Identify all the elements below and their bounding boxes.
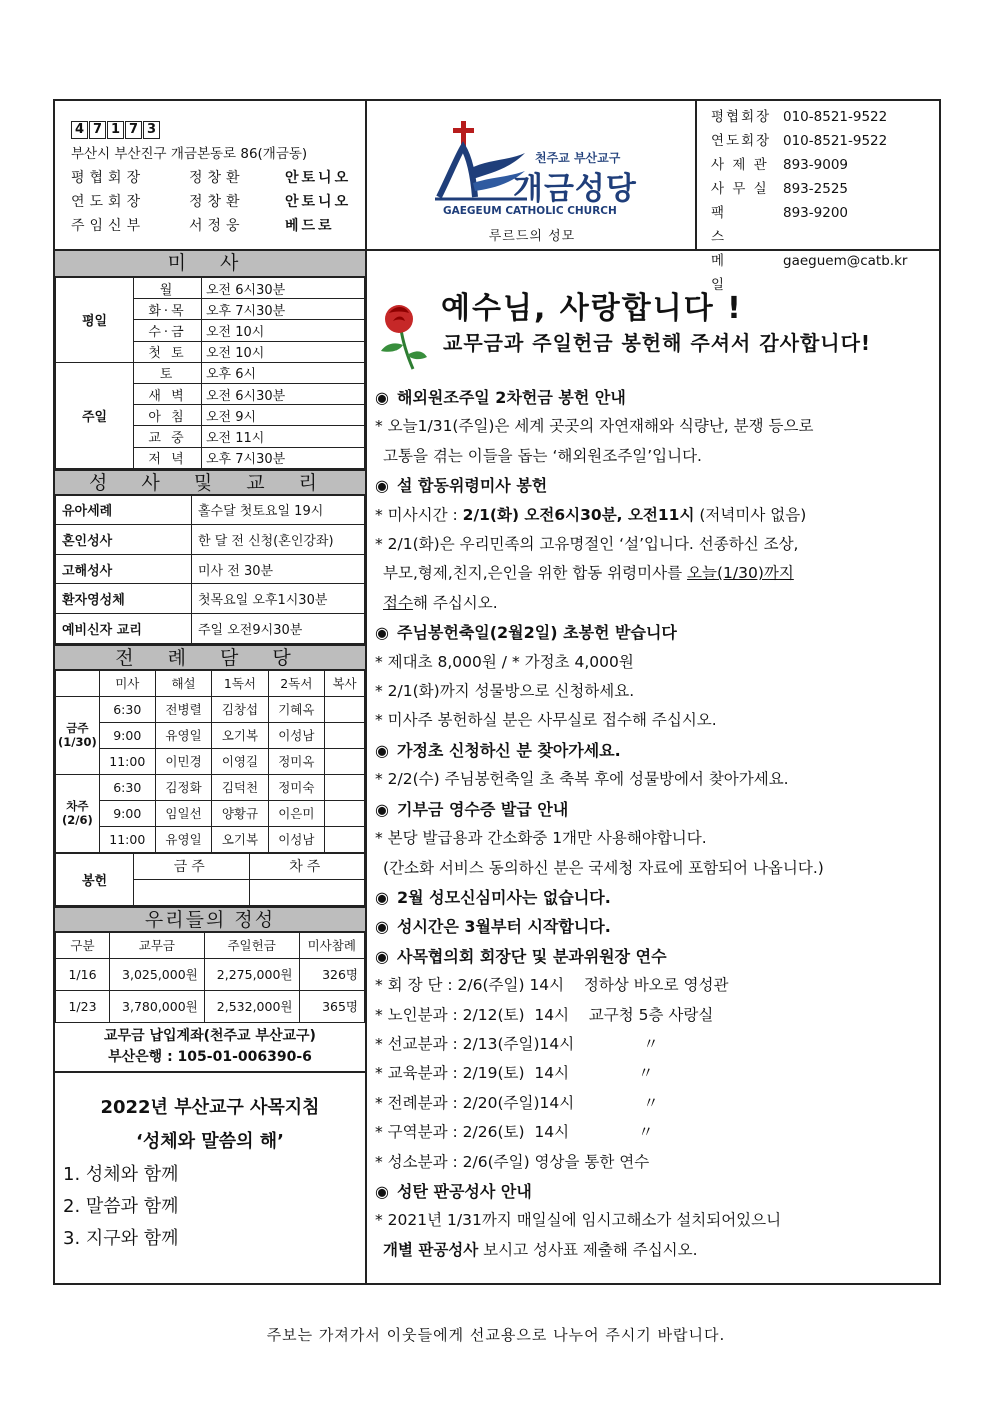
contact-list	[697, 101, 941, 293]
notice-heading: ◉ 해외원조주일 2차헌금 봉헌 안내	[375, 388, 626, 407]
notice-line: * 선교분과 : 2/13(주일)14시 〃	[375, 1034, 659, 1053]
postal-digit: 3	[143, 121, 160, 139]
notice-line: * 미사시간 : 2/1(화) 오전6시30분, 오전11시 (저녁미사 없음)	[375, 505, 807, 524]
table-row: 저 녁 오후 7시30분	[56, 447, 365, 468]
patron-label: 루르드의 성모	[488, 229, 576, 244]
notice-heading: ◉ 2월 성모신심미사는 없습니다.	[375, 887, 611, 907]
policy-title: 2022년 부산교구 사목지침	[100, 1096, 320, 1118]
notice-line: * 교육분과 : 2/19(토) 14시 〃	[375, 1064, 654, 1083]
postal-code	[71, 121, 365, 139]
postal-digit: 1	[107, 121, 124, 139]
offerings-title: 우리들의 정성	[55, 906, 365, 932]
sacraments-table	[55, 495, 365, 644]
sidebar	[55, 251, 367, 1285]
church-logo-block	[367, 101, 697, 251]
postal-digit: 7	[125, 121, 142, 139]
church-english-name: GAEGEUM CATHOLIC CHURCH	[443, 205, 617, 217]
table-row: 새 벽 오전 6시30분	[56, 383, 365, 404]
contact-row: 연도회장 010-8521-9522	[711, 133, 888, 149]
notice-line: 고통을 겪는 이들을 돕는 ‘해외원조주일’입니다.	[383, 446, 702, 465]
contact-row: 메 일 gaeguem@catb.kr	[711, 249, 941, 297]
contact-row: 평협회장 010-8521-9522	[711, 109, 888, 125]
notice-line: 부모,형제,친지,은인을 위한 합동 위령미사를 오늘(1/30)까지	[383, 564, 794, 583]
account-info: 교무금 납입계좌(천주교 부산교구) 부산은행 : 105-01-006390-6	[55, 1023, 365, 1073]
table-row: 평일 월 오전 6시30분	[56, 278, 365, 299]
table-header-row: 구분 교무금 주일헌금 미사참례	[56, 932, 365, 958]
notice-heading: ◉ 설 합동위령미사 봉헌	[375, 476, 548, 496]
table-row: 혼인성사 한 달 전 신청(혼인강좌)	[56, 525, 365, 555]
table-row: 봉헌 금주 차주	[56, 853, 365, 879]
offerings-table	[55, 932, 365, 1023]
officer-row: 연도회장 정창환 안토니오	[71, 194, 352, 210]
notice-heading: ◉ 성시간은 3월부터 시작합니다.	[375, 917, 611, 937]
table-row: 차주(2/6) 6:30 김정화 김덕천 정미숙	[56, 774, 365, 800]
parish-info	[55, 101, 367, 251]
officer-row: 주임신부 서정웅 베드로	[71, 218, 335, 234]
table-row: 환자영성체 첫목요일 오후1시30분	[56, 584, 365, 614]
liturgy-title: 전 례 담 당	[55, 644, 365, 670]
notice-line: 개별 판공성사 보시고 성사표 제출해 주십시오.	[383, 1240, 698, 1259]
church-name: 개금성당	[513, 171, 637, 207]
table-header-row: 미사 해설 1독서 2독서 복사	[56, 670, 365, 696]
table-row: 9:00 유영일 오기복 이성남	[56, 722, 365, 748]
email-link[interactable]: gaeguem@catb.kr	[783, 253, 908, 269]
contact-row: 팩 스 893-9200	[711, 205, 848, 245]
mass-title: 미 사	[55, 251, 365, 277]
table-row: 수·금 오전 10시	[56, 320, 365, 341]
table-row: 1/16 3,025,000원 2,275,000원 326명	[56, 958, 365, 990]
policy-item: 2. 말씀과 함께	[63, 1195, 179, 1217]
notice-line: * 미사주 봉헌하실 분은 사무실로 접수해 주십시오.	[375, 711, 717, 730]
postal-digit: 7	[89, 121, 106, 139]
liturgy-table	[55, 670, 365, 853]
table-row: 11:00 이민경 이영길 정미옥	[56, 748, 365, 774]
address: 부산시 부산진구 개금본동로 86(개금동)	[71, 146, 308, 162]
notice-line: 접수해 주십시오.	[383, 593, 498, 612]
main-content	[367, 251, 941, 1285]
notice-heading: ◉ 주님봉헌축일(2월2일) 초봉헌 받습니다	[375, 623, 677, 643]
notice-list	[375, 383, 935, 1265]
table-row: 첫 토 오전 10시	[56, 341, 365, 362]
notice-line: * 제대초 8,000원 / * 가정초 4,000원	[375, 652, 634, 671]
notice-line: * 노인분과 : 2/12(토) 14시 교구청 5층 사랑실	[375, 1005, 714, 1024]
headline: 예수님, 사랑합니다 !	[441, 291, 743, 326]
diocese-label: 천주교 부산교구	[535, 151, 621, 165]
table-row: 교 중 오전 11시	[56, 426, 365, 447]
sacraments-title: 성 사 및 교 리	[55, 469, 365, 495]
table-row: 주일 토 오후 6시	[56, 362, 365, 383]
postal-digit: 4	[71, 121, 88, 139]
policy-item: 1. 성체와 함께	[63, 1163, 179, 1185]
table-row: 9:00 임일선 양황규 이은미	[56, 800, 365, 826]
notice-heading: ◉ 성탄 판공성사 안내	[375, 1181, 532, 1201]
contact-row: 사 무 실 893-2525	[711, 181, 848, 197]
notice-line: * 회 장 단 : 2/6(주일) 14시 정하상 바오로 영성관	[375, 976, 729, 995]
officer-row: 평협회장 정창환 안토니오	[71, 170, 352, 186]
notice-line: * 전례분과 : 2/20(주일)14시 〃	[375, 1093, 659, 1112]
notice-heading: ◉ 기부금 영수증 발급 안내	[375, 799, 569, 819]
notice-line: * 2/1(화)은 우리민족의 고유명절인 ‘설’입니다. 선종하신 조상,	[375, 535, 799, 554]
notice-line: * 성소분과 : 2/6(주일) 영상을 통한 연수	[375, 1152, 650, 1171]
offering-duty-table	[55, 853, 365, 906]
notice-line: * 2/1(화)까지 성물방으로 신청하세요.	[375, 682, 635, 701]
table-row: 1/23 3,780,000원 2,532,000원 365명	[56, 990, 365, 1022]
table-row: 아 침 오전 9시	[56, 405, 365, 426]
notice-line: * 오늘1/31(주일)은 세계 곳곳의 자연재해와 식량난, 분쟁 등으로	[375, 417, 814, 436]
pastoral-policy	[55, 1091, 365, 1255]
notice-heading: ◉ 사목협의회 회장단 및 분과위원장 연수	[375, 946, 667, 966]
table-row: 고해성사 미사 전 30분	[56, 554, 365, 584]
table-row: 11:00 유영일 오기복 이성남	[56, 826, 365, 852]
notice-line: (간소화 서비스 동의하신 분은 국세청 자료에 포함되어 나옵니다.)	[383, 858, 824, 877]
table-row: 유아세례 홀수달 첫토요일 19시	[56, 495, 365, 525]
rose-icon	[373, 299, 429, 371]
contact-row: 사 제 관 893-9009	[711, 157, 848, 173]
table-row: 화·목 오후 7시30분	[56, 299, 365, 320]
policy-item: 3. 지구와 함께	[63, 1227, 179, 1249]
table-row: 금주(1/30) 6:30 전병렬 김창섭 기혜옥	[56, 696, 365, 722]
mass-schedule-table	[55, 277, 365, 469]
policy-subtitle: ‘성체와 말씀의 해’	[136, 1130, 284, 1152]
bulletin-frame	[53, 99, 941, 1285]
table-row: 예비신자 교리 주일 오전9시30분	[56, 614, 365, 644]
notice-line: * 본당 발급용과 간소화중 1개만 사용해야합니다.	[375, 829, 707, 848]
notice-line: * 구역분과 : 2/26(토) 14시 〃	[375, 1123, 654, 1142]
notice-line: * 2/2(수) 주님봉헌축일 초 축복 후에 성물방에서 찾아가세요.	[375, 770, 789, 789]
notice-line: * 2021년 1/31까지 매일실에 임시고해소가 설치되어있으니	[375, 1211, 782, 1230]
footer-note: 주보는 가져가서 이웃들에게 선교용으로 나누어 주시기 바랍니다.	[266, 1326, 726, 1344]
subheadline: 교무금과 주일헌금 봉헌해 주셔서 감사합니다!	[443, 331, 872, 355]
notice-heading: ◉ 가정초 신청하신 분 찾아가세요.	[375, 740, 621, 760]
